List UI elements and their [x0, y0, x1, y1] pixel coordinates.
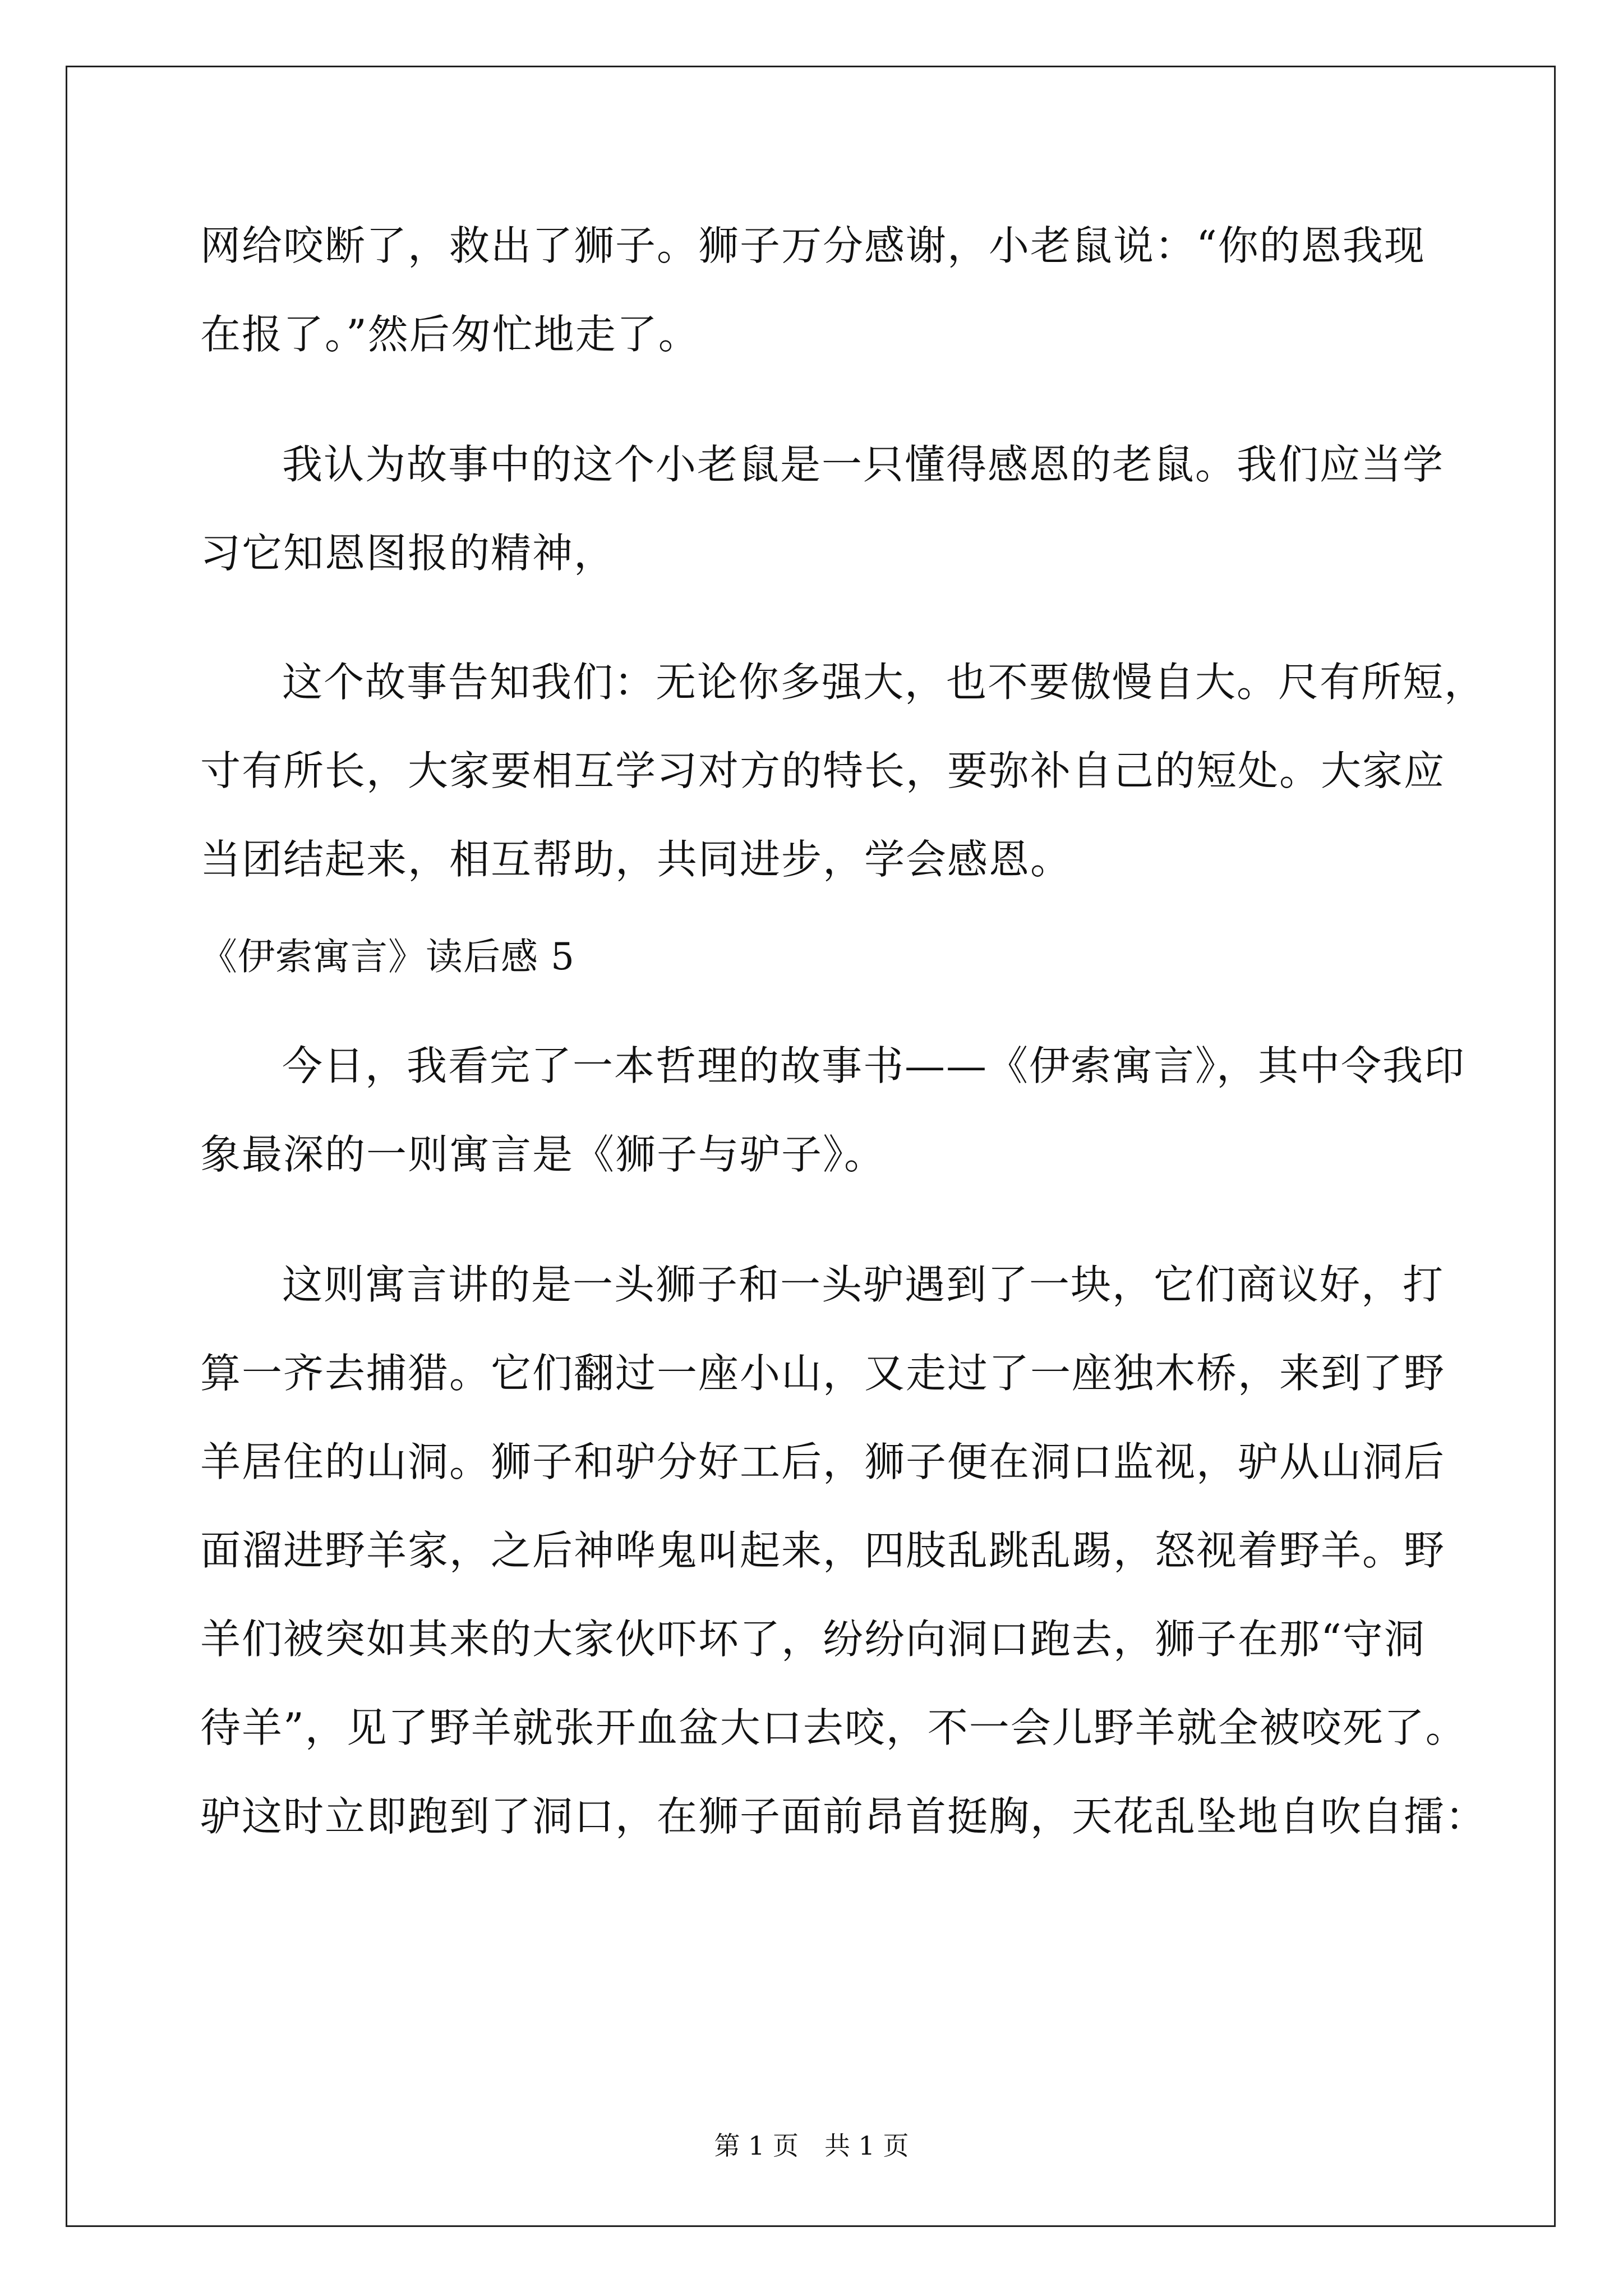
section-heading: 《伊索寓言》读后感 5 [200, 935, 575, 978]
paragraph-1-line-2: 在报了。”然后匆忙地走了。 [200, 311, 700, 358]
paragraph-4-line-1: 今日，我看完了一本哲理的故事书——《伊索寓言》，其中令我印 [282, 1042, 1466, 1089]
paragraph-5-line-7: 驴这时立即跑到了洞口，在狮子面前昂首挺胸，天花乱坠地自吹自擂： [200, 1793, 1487, 1840]
paragraph-5-line-5: 羊们被突如其来的大家伙吓坏了，纷纷向洞口跑去，狮子在那“守洞 [200, 1616, 1426, 1663]
paragraph-3-line-3: 当团结起来，相互帮助，共同进步，学会感恩。 [200, 836, 1072, 883]
paragraph-4-line-2: 象最深的一则寓言是《狮子与驴子》。 [200, 1131, 886, 1178]
paragraph-1-line-1: 网给咬断了，救出了狮子。狮子万分感谢，小老鼠说：“你的恩我现 [200, 222, 1426, 269]
paragraph-2-line-2: 习它知恩图报的精神， [200, 530, 616, 577]
paragraph-5-line-3: 羊居住的山洞。狮子和驴分好工后，狮子便在洞口监视，驴从山洞后 [200, 1438, 1446, 1485]
paragraph-2-line-1: 我认为故事中的这个小老鼠是一只懂得感恩的老鼠。我们应当学 [282, 441, 1445, 488]
paragraph-3-line-2: 寸有所长，大家要相互学习对方的特长，要弥补自己的短处。大家应 [200, 747, 1446, 794]
paragraph-5-line-6: 待羊”，见了野羊就张开血盆大口去咬，不一会儿野羊就全被咬死了。 [200, 1704, 1467, 1751]
page-footer: 第 1 页 共 1 页 [714, 2131, 909, 2161]
paragraph-5-line-4: 面溜进野羊家，之后神哗鬼叫起来，四肢乱跳乱踢，怒视着野羊。野 [200, 1527, 1446, 1574]
paragraph-5-line-2: 算一齐去捕猎。它们翻过一座小山，又走过了一座独木桥，来到了野 [200, 1350, 1446, 1397]
paragraph-3-line-1: 这个故事告知我们：无论你多强大，也不要傲慢自大。尺有所短， [282, 659, 1486, 706]
paragraph-5-line-1: 这则寓言讲的是一头狮子和一头驴遇到了一块，它们商议好，打 [282, 1261, 1445, 1308]
